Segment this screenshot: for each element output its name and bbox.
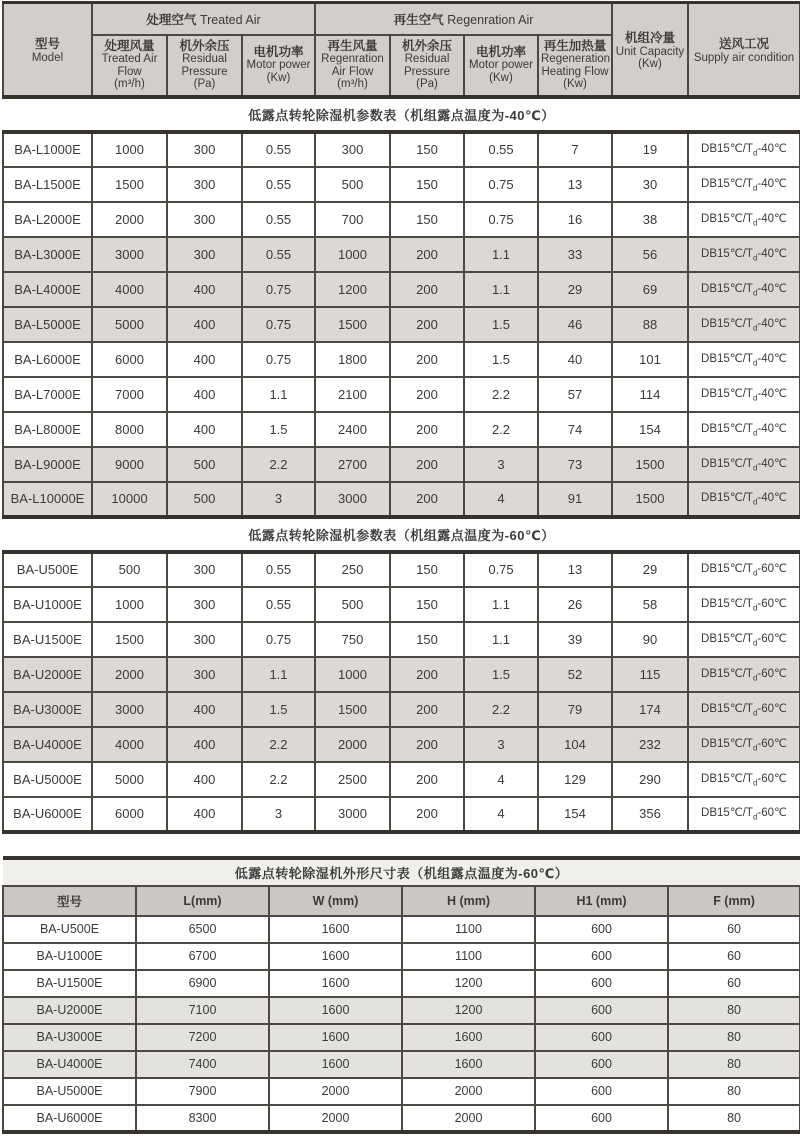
value-cell: 400	[167, 412, 242, 447]
value-cell: 174	[612, 692, 688, 727]
value-cell: 200	[390, 657, 464, 692]
value-cell: 16	[538, 202, 612, 237]
value-cell: 4	[464, 482, 538, 517]
supply-condition-cell: $DB15℃/T_d-40℃$	[688, 202, 800, 237]
value-cell: 290	[612, 762, 688, 797]
dimension-table-body	[3, 916, 800, 1132]
value-cell: 400	[167, 307, 242, 342]
supply-condition-cell: $DB15℃/T_d-60℃$	[688, 587, 800, 622]
value-cell: 4000	[92, 272, 167, 307]
value-cell: 1500	[612, 482, 688, 517]
value-cell: 1.5	[464, 657, 538, 692]
value-cell: 600	[535, 1051, 668, 1078]
value-cell: 33	[538, 237, 612, 272]
value-cell: 69	[612, 272, 688, 307]
value-cell: 0.55	[242, 167, 315, 202]
value-cell: 150	[390, 552, 464, 587]
value-cell: 150	[390, 587, 464, 622]
table-row	[3, 552, 800, 587]
value-cell: 26	[538, 587, 612, 622]
header-motor-power-2: 电机功率 Motor power (Kw)	[464, 35, 538, 97]
table-row	[3, 412, 800, 447]
value-cell: 1000	[315, 657, 390, 692]
value-cell: 1.5	[464, 342, 538, 377]
header-group-treated-air: 处理空气 Treated Air	[92, 3, 315, 35]
value-cell: 1800	[315, 342, 390, 377]
table-row	[3, 622, 800, 657]
table-row	[3, 797, 800, 832]
section-title: 低露点转轮除湿机参数表（机组露点温度为-60℃）	[3, 517, 800, 552]
value-cell: 400	[167, 692, 242, 727]
value-cell: 1600	[402, 1051, 535, 1078]
value-cell: 57	[538, 377, 612, 412]
value-cell: 2.2	[464, 412, 538, 447]
model-cell: BA-U1500E	[3, 970, 136, 997]
section-title-row	[3, 517, 800, 552]
model-cell: BA-L10000E	[3, 482, 92, 517]
header-model-zh: 型号	[34, 37, 60, 52]
value-cell: 1600	[269, 916, 402, 943]
value-cell: 400	[167, 272, 242, 307]
value-cell: 0.75	[242, 272, 315, 307]
model-cell: BA-L7000E	[3, 377, 92, 412]
value-cell: 150	[390, 622, 464, 657]
value-cell: 80	[668, 1078, 800, 1105]
supply-condition-cell: $DB15℃/T_d-40℃$	[688, 237, 800, 272]
value-cell: 2400	[315, 412, 390, 447]
value-cell: 1000	[92, 587, 167, 622]
value-cell: 1200	[315, 272, 390, 307]
value-cell: 0.55	[242, 202, 315, 237]
value-cell: 1600	[269, 970, 402, 997]
value-cell: 1600	[269, 1051, 402, 1078]
dim-header-l: L(mm)	[136, 886, 269, 916]
header-regen-air-flow: 再生风量 Regenration Air Flow (m³/h)	[315, 35, 390, 97]
value-cell: 200	[390, 482, 464, 517]
value-cell: 38	[612, 202, 688, 237]
value-cell: 0.55	[464, 132, 538, 167]
value-cell: 1.1	[242, 657, 315, 692]
model-cell: BA-U4000E	[3, 1051, 136, 1078]
value-cell: 300	[315, 132, 390, 167]
table-row	[3, 132, 800, 167]
value-cell: 500	[315, 167, 390, 202]
value-cell: 60	[668, 916, 800, 943]
value-cell: 4	[464, 762, 538, 797]
value-cell: 1600	[402, 1024, 535, 1051]
value-cell: 1500	[315, 307, 390, 342]
table-row	[3, 997, 800, 1024]
value-cell: 6900	[136, 970, 269, 997]
table-row	[3, 272, 800, 307]
supply-condition-cell: $DB15℃/T_d-40℃$	[688, 482, 800, 517]
value-cell: 7	[538, 132, 612, 167]
table-row	[3, 587, 800, 622]
value-cell: 600	[535, 943, 668, 970]
value-cell: 200	[390, 727, 464, 762]
value-cell: 52	[538, 657, 612, 692]
value-cell: 13	[538, 167, 612, 202]
value-cell: 88	[612, 307, 688, 342]
value-cell: 300	[167, 237, 242, 272]
value-cell: 150	[390, 202, 464, 237]
value-cell: 104	[538, 727, 612, 762]
supply-condition-cell: $DB15℃/T_d-60℃$	[688, 552, 800, 587]
header-supply-condition: 送风工况 Supply air condition	[688, 3, 800, 97]
supply-condition-cell: $DB15℃/T_d-40℃$	[688, 307, 800, 342]
value-cell: 400	[167, 762, 242, 797]
value-cell: 200	[390, 447, 464, 482]
model-cell: BA-U3000E	[3, 692, 92, 727]
value-cell: 3	[242, 797, 315, 832]
value-cell: 400	[167, 797, 242, 832]
value-cell: 154	[538, 797, 612, 832]
section-title-row	[3, 97, 800, 132]
supply-condition-cell: $DB15℃/T_d-60℃$	[688, 762, 800, 797]
model-cell: BA-U1000E	[3, 587, 92, 622]
section-title: 低露点转轮除湿机参数表（机组露点温度为-40℃）	[3, 97, 800, 132]
value-cell: 6000	[92, 342, 167, 377]
value-cell: 2000	[269, 1078, 402, 1105]
model-cell: BA-U4000E	[3, 727, 92, 762]
table-row	[3, 202, 800, 237]
value-cell: 300	[167, 622, 242, 657]
value-cell: 4	[464, 797, 538, 832]
model-cell: BA-L1500E	[3, 167, 92, 202]
dim-header-w: W (mm)	[269, 886, 402, 916]
table-row	[3, 1105, 800, 1132]
value-cell: 0.75	[242, 342, 315, 377]
table-row	[3, 1051, 800, 1078]
value-cell: 154	[612, 412, 688, 447]
value-cell: 1.1	[464, 237, 538, 272]
spec-table	[2, 1, 800, 834]
value-cell: 6000	[92, 797, 167, 832]
value-cell: 200	[390, 307, 464, 342]
dimension-table-header	[3, 858, 800, 916]
table-row	[3, 342, 800, 377]
value-cell: 600	[535, 1105, 668, 1132]
value-cell: 0.75	[464, 167, 538, 202]
value-cell: 10000	[92, 482, 167, 517]
value-cell: 1.5	[242, 412, 315, 447]
table-row	[3, 916, 800, 943]
value-cell: 700	[315, 202, 390, 237]
value-cell: 300	[167, 132, 242, 167]
header-residual-pressure-1: 机外余压 Residual Pressure (Pa)	[167, 35, 242, 97]
dimension-header-row	[3, 886, 800, 916]
model-cell: BA-U6000E	[3, 1105, 136, 1132]
value-cell: 80	[668, 997, 800, 1024]
value-cell: 1100	[402, 943, 535, 970]
value-cell: 200	[390, 412, 464, 447]
value-cell: 3000	[315, 482, 390, 517]
value-cell: 90	[612, 622, 688, 657]
value-cell: 1500	[315, 692, 390, 727]
value-cell: 2000	[315, 727, 390, 762]
value-cell: 300	[167, 167, 242, 202]
header-unit-capacity: 机组冷量 Unit Capacity (Kw)	[612, 3, 688, 97]
value-cell: 0.75	[464, 202, 538, 237]
value-cell: 1200	[402, 970, 535, 997]
value-cell: 58	[612, 587, 688, 622]
value-cell: 200	[390, 692, 464, 727]
value-cell: 9000	[92, 447, 167, 482]
supply-condition-cell: $DB15℃/T_d-60℃$	[688, 797, 800, 832]
value-cell: 300	[167, 202, 242, 237]
value-cell: 1500	[612, 447, 688, 482]
value-cell: 1000	[92, 132, 167, 167]
model-cell: BA-U6000E	[3, 797, 92, 832]
value-cell: 300	[167, 587, 242, 622]
value-cell: 80	[668, 1051, 800, 1078]
value-cell: 56	[612, 237, 688, 272]
value-cell: 3000	[315, 797, 390, 832]
dim-header-h: H (mm)	[402, 886, 535, 916]
value-cell: 600	[535, 1024, 668, 1051]
value-cell: 2.2	[464, 692, 538, 727]
supply-condition-cell: $DB15℃/T_d-40℃$	[688, 167, 800, 202]
value-cell: 91	[538, 482, 612, 517]
supply-condition-cell: $DB15℃/T_d-40℃$	[688, 272, 800, 307]
supply-condition-cell: $DB15℃/T_d-40℃$	[688, 447, 800, 482]
model-cell: BA-U5000E	[3, 762, 92, 797]
value-cell: 500	[92, 552, 167, 587]
model-cell: BA-L2000E	[3, 202, 92, 237]
value-cell: 2000	[402, 1105, 535, 1132]
value-cell: 101	[612, 342, 688, 377]
value-cell: 1600	[269, 943, 402, 970]
value-cell: 7400	[136, 1051, 269, 1078]
supply-condition-cell: $DB15℃/T_d-60℃$	[688, 692, 800, 727]
header-regen-heating-flow: 再生加热量 Regeneration Heating Flow (Kw)	[538, 35, 612, 97]
value-cell: 200	[390, 762, 464, 797]
value-cell: 8300	[136, 1105, 269, 1132]
table-row	[3, 1078, 800, 1105]
value-cell: 232	[612, 727, 688, 762]
value-cell: 750	[315, 622, 390, 657]
value-cell: 500	[167, 447, 242, 482]
value-cell: 600	[535, 1078, 668, 1105]
header-treated-air-flow: 处理风量 Treated Air Flow (m³/h)	[92, 35, 167, 97]
value-cell: 2500	[315, 762, 390, 797]
table-row	[3, 1024, 800, 1051]
header-group-regen-air: 再生空气 Regenration Air	[315, 3, 612, 35]
header-model	[3, 3, 92, 97]
value-cell: 1500	[92, 167, 167, 202]
model-cell: BA-U5000E	[3, 1078, 136, 1105]
value-cell: 60	[668, 970, 800, 997]
value-cell: 500	[167, 482, 242, 517]
value-cell: 1.5	[464, 307, 538, 342]
table-row	[3, 237, 800, 272]
value-cell: 300	[167, 657, 242, 692]
value-cell: 0.55	[242, 587, 315, 622]
value-cell: 74	[538, 412, 612, 447]
table-row	[3, 447, 800, 482]
model-cell: BA-U2000E	[3, 997, 136, 1024]
value-cell: 1200	[402, 997, 535, 1024]
value-cell: 0.75	[464, 552, 538, 587]
table-row	[3, 377, 800, 412]
value-cell: 400	[167, 377, 242, 412]
value-cell: 79	[538, 692, 612, 727]
model-cell: BA-L6000E	[3, 342, 92, 377]
table-row	[3, 970, 800, 997]
value-cell: 1.1	[464, 587, 538, 622]
value-cell: 3000	[92, 237, 167, 272]
table-row	[3, 943, 800, 970]
table-row	[3, 307, 800, 342]
value-cell: 2000	[92, 657, 167, 692]
model-cell: BA-L3000E	[3, 237, 92, 272]
model-cell: BA-L4000E	[3, 272, 92, 307]
value-cell: 1600	[269, 997, 402, 1024]
value-cell: 1600	[269, 1024, 402, 1051]
value-cell: 200	[390, 377, 464, 412]
value-cell: 3	[464, 727, 538, 762]
value-cell: 1.5	[242, 692, 315, 727]
value-cell: 150	[390, 132, 464, 167]
value-cell: 2100	[315, 377, 390, 412]
value-cell: 2000	[269, 1105, 402, 1132]
model-cell: BA-U1500E	[3, 622, 92, 657]
dim-header-h1: H1 (mm)	[535, 886, 668, 916]
value-cell: 2700	[315, 447, 390, 482]
model-cell: BA-L1000E	[3, 132, 92, 167]
value-cell: 6500	[136, 916, 269, 943]
dimension-title-row	[3, 858, 800, 886]
value-cell: 3	[464, 447, 538, 482]
value-cell: 150	[390, 167, 464, 202]
table-row	[3, 692, 800, 727]
supply-condition-cell: $DB15℃/T_d-40℃$	[688, 342, 800, 377]
value-cell: 2000	[92, 202, 167, 237]
value-cell: 1000	[315, 237, 390, 272]
value-cell: 73	[538, 447, 612, 482]
value-cell: 600	[535, 916, 668, 943]
dim-header-model: 型号	[3, 886, 136, 916]
value-cell: 129	[538, 762, 612, 797]
value-cell: 356	[612, 797, 688, 832]
value-cell: 2000	[402, 1078, 535, 1105]
value-cell: 29	[538, 272, 612, 307]
value-cell: 46	[538, 307, 612, 342]
value-cell: 200	[390, 342, 464, 377]
value-cell: 7000	[92, 377, 167, 412]
value-cell: 600	[535, 997, 668, 1024]
value-cell: 80	[668, 1105, 800, 1132]
value-cell: 0.75	[242, 307, 315, 342]
supply-condition-cell: $DB15℃/T_d-40℃$	[688, 412, 800, 447]
value-cell: 1100	[402, 916, 535, 943]
value-cell: 2.2	[242, 762, 315, 797]
table-row	[3, 482, 800, 517]
value-cell: 115	[612, 657, 688, 692]
value-cell: 0.55	[242, 132, 315, 167]
value-cell: 6700	[136, 943, 269, 970]
supply-condition-cell: $DB15℃/T_d-60℃$	[688, 622, 800, 657]
value-cell: 1.1	[464, 272, 538, 307]
table-row	[3, 657, 800, 692]
spec-table-header	[3, 3, 800, 97]
value-cell: 2.2	[242, 727, 315, 762]
value-cell: 0.75	[242, 622, 315, 657]
value-cell: 29	[612, 552, 688, 587]
value-cell: 1.1	[242, 377, 315, 412]
spec-table-body	[3, 97, 800, 832]
value-cell: 7100	[136, 997, 269, 1024]
value-cell: 30	[612, 167, 688, 202]
value-cell: 39	[538, 622, 612, 657]
value-cell: 5000	[92, 307, 167, 342]
table-row	[3, 762, 800, 797]
value-cell: 1500	[92, 622, 167, 657]
value-cell: 80	[668, 1024, 800, 1051]
value-cell: 2.2	[464, 377, 538, 412]
value-cell: 2.2	[242, 447, 315, 482]
model-cell: BA-U1000E	[3, 943, 136, 970]
table-row	[3, 167, 800, 202]
dimension-table	[2, 856, 800, 1134]
header-model-en: Model	[31, 52, 64, 65]
value-cell: 0.55	[242, 237, 315, 272]
table-row	[3, 727, 800, 762]
value-cell: 8000	[92, 412, 167, 447]
value-cell: 500	[315, 587, 390, 622]
supply-condition-cell: $DB15℃/T_d-40℃$	[688, 132, 800, 167]
header-residual-pressure-2: 机外余压 Residual Pressure (Pa)	[390, 35, 464, 97]
model-cell: BA-L8000E	[3, 412, 92, 447]
value-cell: 400	[167, 342, 242, 377]
value-cell: 7900	[136, 1078, 269, 1105]
value-cell: 200	[390, 797, 464, 832]
model-cell: BA-L9000E	[3, 447, 92, 482]
value-cell: 300	[167, 552, 242, 587]
model-cell: BA-U3000E	[3, 1024, 136, 1051]
model-cell: BA-U500E	[3, 916, 136, 943]
value-cell: 40	[538, 342, 612, 377]
value-cell: 0.55	[242, 552, 315, 587]
value-cell: 7200	[136, 1024, 269, 1051]
value-cell: 200	[390, 272, 464, 307]
value-cell: 5000	[92, 762, 167, 797]
value-cell: 60	[668, 943, 800, 970]
model-cell: BA-L5000E	[3, 307, 92, 342]
dim-header-f: F (mm)	[668, 886, 800, 916]
model-cell: BA-U500E	[3, 552, 92, 587]
value-cell: 4000	[92, 727, 167, 762]
value-cell: 13	[538, 552, 612, 587]
value-cell: 114	[612, 377, 688, 412]
dimension-table-title: 低露点转轮除湿机外形尺寸表（机组露点温度为-60℃）	[3, 858, 800, 886]
header-motor-power-1: 电机功率 Motor power (Kw)	[242, 35, 315, 97]
value-cell: 400	[167, 727, 242, 762]
supply-condition-cell: $DB15℃/T_d-40℃$	[688, 377, 800, 412]
supply-condition-cell: $DB15℃/T_d-60℃$	[688, 727, 800, 762]
model-cell: BA-U2000E	[3, 657, 92, 692]
value-cell: 250	[315, 552, 390, 587]
value-cell: 600	[535, 970, 668, 997]
value-cell: 19	[612, 132, 688, 167]
value-cell: 200	[390, 237, 464, 272]
value-cell: 3	[242, 482, 315, 517]
supply-condition-cell: $DB15℃/T_d-60℃$	[688, 657, 800, 692]
value-cell: 1.1	[464, 622, 538, 657]
value-cell: 3000	[92, 692, 167, 727]
